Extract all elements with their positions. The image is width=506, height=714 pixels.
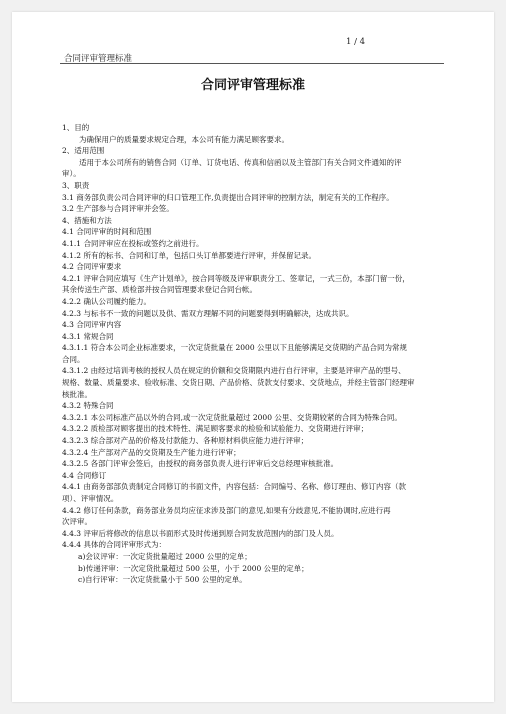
body-line: 3.1 商务部负责公司合同评审的归口管理工作,负责提出合同评审的控制方法，制定有关的工作程序。: [62, 192, 394, 202]
body-line: 为确保用户的质量要求规定合理，本公司有能力满足顾客要求。: [79, 134, 289, 144]
page-indicator: 1 / 4: [346, 37, 366, 47]
body-line: 4.1.2 所有的标书、合同和订单，包括口头订单都要进行评审，并保留记录。: [62, 250, 316, 260]
body-line: 4.3 合同评审内容: [62, 320, 122, 330]
body-line: 4.2 合同评审要求: [62, 262, 122, 272]
body-line: 规格、数量、质量要求、验收标准、交货日期、产品价格、货款支付要求、交货地点，并经主管部门经理审: [62, 378, 415, 388]
body-line: 适用于本公司所有的销售合同（订单、订货电话、传真和信函以及主管部门有关合同文件通知的评: [79, 157, 402, 167]
body-line: 4.2.2 确认公司履约能力。: [62, 296, 151, 306]
body-line: 次评审。: [62, 517, 92, 527]
body-line: 4.4.4 具体的合同评审形式为：: [62, 540, 166, 550]
document-title: 合同评审管理标准: [200, 78, 305, 93]
body-line: 4.4.3 评审后将修改的信息以书面形式及时传递到原合同发放范围内的部门及人员。: [62, 528, 339, 538]
body-line: 4.4.2 修订任何条款，商务部业务员均应征求涉及部门的意见,如果有分歧意见,不能协调时,应进行再: [62, 505, 391, 515]
body-line: 4.3.2.1 本公司标准产品以外的合同,或一次定货批量超过 2000 公里、交货期较紧的合同为特殊合同。: [62, 412, 402, 422]
header-divider: [60, 63, 444, 64]
body-line: 4.3.2.2 质检部对顾客提出的技术特性、满足顾客要求的检验和试验能力、交货期进行评审；: [62, 424, 369, 434]
body-line: 4、措施和方法: [62, 215, 112, 225]
body-line: 项）、评审情况。: [62, 494, 119, 503]
body-line: 2、适用范围: [62, 146, 105, 156]
body-line: 1、目的: [62, 123, 90, 132]
header-doc-name: 合同评审管理标准: [64, 54, 133, 64]
document-page: [12, 12, 494, 702]
body-line: b)传递评审：一次定货批量超过 500 公里，小于 2000 公里的定单；: [78, 563, 309, 573]
body-line: 4.3.2.4 生产部对产品的交货期及生产能力进行评审；: [62, 447, 241, 457]
body-line: 4.3.1.1 符合本公司企业标准要求，一次定货批量在 2000 公里以下且能够满足交货期的产品合同为常规: [62, 343, 407, 353]
body-line: 4.4 合同修订: [62, 470, 107, 480]
document-body: [62, 122, 448, 586]
body-line: 3、职责: [62, 180, 90, 190]
body-line: 其余传送生产部、质检部并按合同管理要求登记合同台帐。: [62, 285, 257, 295]
body-line: 4.3.2.5 各部门评审会签后，由授权的商务部负责人进行评审后交总经理审核批准。: [62, 459, 339, 469]
body-line: 审）。: [62, 169, 81, 179]
body-line: 4.3.1.2 由经过培训考核的授权人员在规定的价额和交货期限内进行自行评审，主要是评审产品的型号、: [62, 366, 406, 376]
body-line: 核批准。: [62, 389, 92, 399]
body-line: 4.4.1 由商务部部负责制定合同修订的书面文件，内容包括：合同编号、名称、修订理由、修订内容（款: [62, 482, 406, 492]
body-line: 3.2 生产部参与合同评审并会签。: [62, 204, 174, 214]
body-line: 4.3.2 特殊合同: [62, 401, 114, 411]
body-line: 4.3.1 常规合同: [62, 331, 114, 341]
body-line: 4.1.1 合同评审应在投标或签约之前进行。: [62, 238, 204, 248]
body-line: 4.1 合同评审的时间和范围: [62, 227, 152, 237]
body-line: c)自行评审：一次定货批量小于 500 公里的定单。: [78, 575, 247, 585]
body-line: 4.2.3 与标书不一致的问题以及供、需双方理解不同的问题要得到明确解决，达成共识。: [62, 308, 354, 318]
body-line: 合同。: [62, 354, 85, 364]
body-line: 4.3.2.3 综合部对产品的价格及付款能力、各种原材料供应能力进行评审；: [62, 436, 309, 446]
body-line: a)会议评审：一次定货批量超过 2000 公里的定单；: [78, 551, 252, 561]
body-line: 4.2.1 评审合同应填写《生产计划单》，按合同等级及评审职责分工、签章记，一式三份，本部门留一份，: [62, 273, 410, 283]
